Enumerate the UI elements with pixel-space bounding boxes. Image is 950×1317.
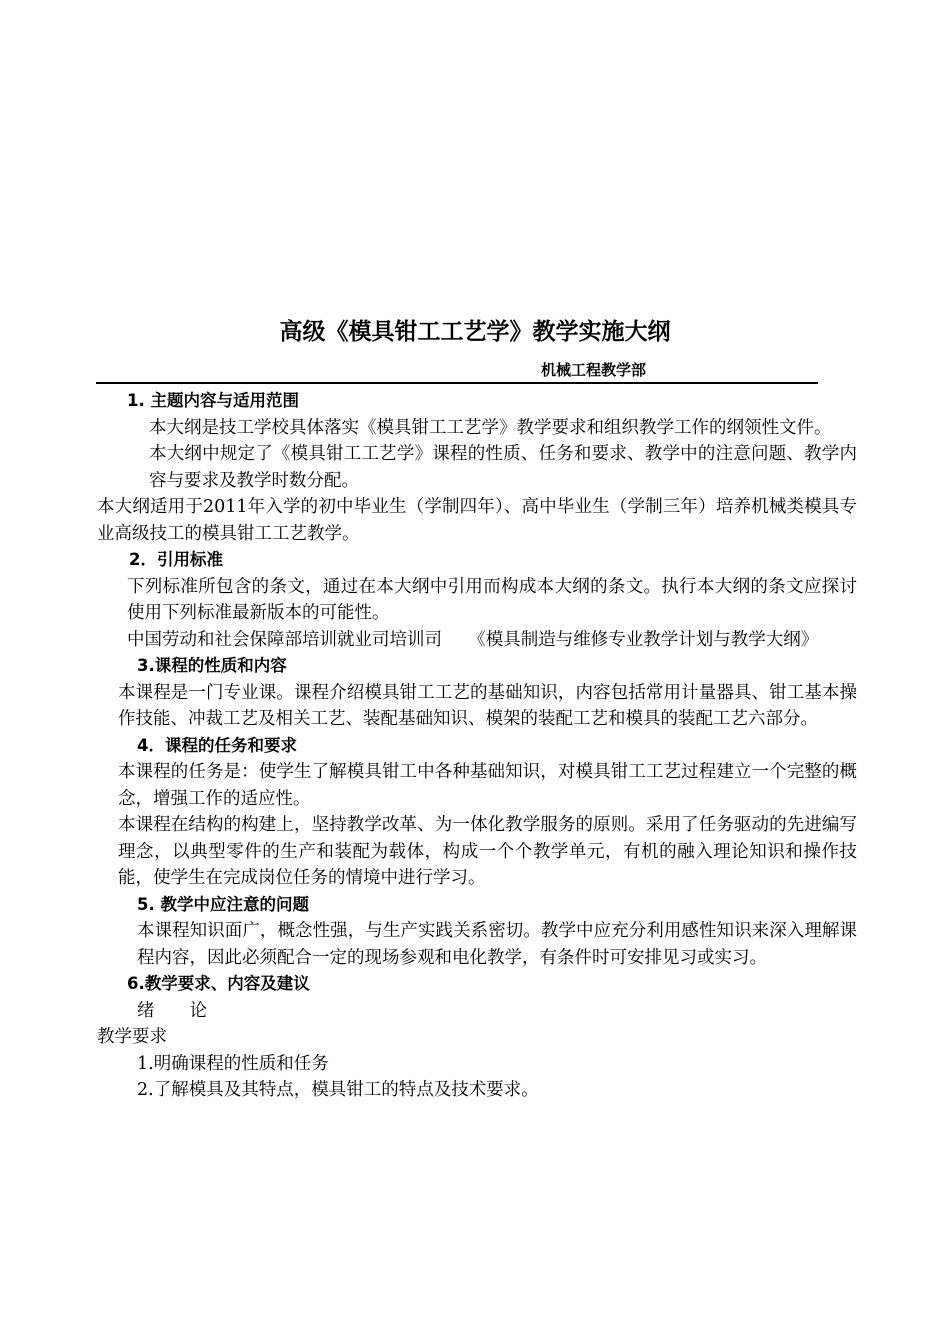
paragraph: 本课程知识面广，概念性强，与生产实践关系密切。教学中应充分利用感性知识来深入理解课程内容，因此必须配合一定的现场参观和电化教学，有条件时可安排见习或实习。	[137, 921, 857, 968]
section-heading-4: 4．课程的任务和要求	[137, 735, 297, 755]
paragraph: 本课程的任务是：使学生了解模具钳工中各种基础知识，对模具钳工工艺过程建立一个完整的概念，增强工作的适应性。	[118, 762, 857, 809]
paragraph: 本大纲适用于2011年入学的初中毕业生（学制四年）、高中毕业生（学制三年）培养机械类模具专业高级技工的模具钳工工艺教学。	[97, 497, 857, 544]
document-body	[97, 388, 857, 1104]
section-heading-2: 2．引用标准	[129, 550, 223, 569]
section-heading-1: 1. 主题内容与适用范围	[127, 391, 299, 410]
section-heading-6: 6.教学要求、内容及建议	[127, 974, 310, 993]
requirements-label: 教学要求	[97, 1027, 167, 1047]
requirement-item: 2.了解模具及其特点，模具钳工的特点及技术要求。	[137, 1080, 539, 1100]
section-heading-5: 5. 教学中应注意的问题	[137, 894, 309, 914]
paragraph: 下列标准所包含的条文，通过在本大纲中引用而构成本大纲的条文。执行本大纲的条文应探讨使用下列标准最新版本的可能性。	[127, 576, 857, 623]
paragraph: 本课程在结构的构建上，坚持教学改革、为一体化教学服务的原则。采用了任务驱动的先进编写理念，以典型零件的生产和装配为载体，构成一个个教学单元，有机的融入理论知识和操作技能，使学生在完成岗位任务的情境中进行学习。	[118, 815, 857, 888]
document-title: 高级《模具钳工工艺学》教学实施大纲	[279, 319, 671, 345]
paragraph: 中国劳动和社会保障部培训就业司培训司 《模具制造与维修专业教学计划与教学大纲》	[127, 629, 819, 650]
paragraph: 本大纲中规定了《模具钳工工艺学》课程的性质、任务和要求、教学中的注意问题、教学内容与要求及教学时数分配。	[149, 444, 857, 491]
paragraph: 本大纲是技工学校具体落实《模具钳工工艺学》教学要求和组织教学工作的纲领性文件。	[149, 417, 832, 438]
department-name: 机械工程教学部	[541, 361, 647, 379]
section-heading-3: 3.课程的性质和内容	[137, 656, 287, 675]
requirement-item: 1.明确课程的性质和任务	[137, 1053, 329, 1074]
paragraph: 本课程是一门专业课。课程介绍模具钳工工艺的基础知识，内容包括常用计量器具、钳工基本操作技能、冲裁工艺及相关工艺、装配基础知识、模架的装配工艺和模具的装配工艺六部分。	[118, 682, 857, 729]
intro-label: 绪 论	[137, 1000, 207, 1021]
header-divider	[96, 382, 818, 384]
